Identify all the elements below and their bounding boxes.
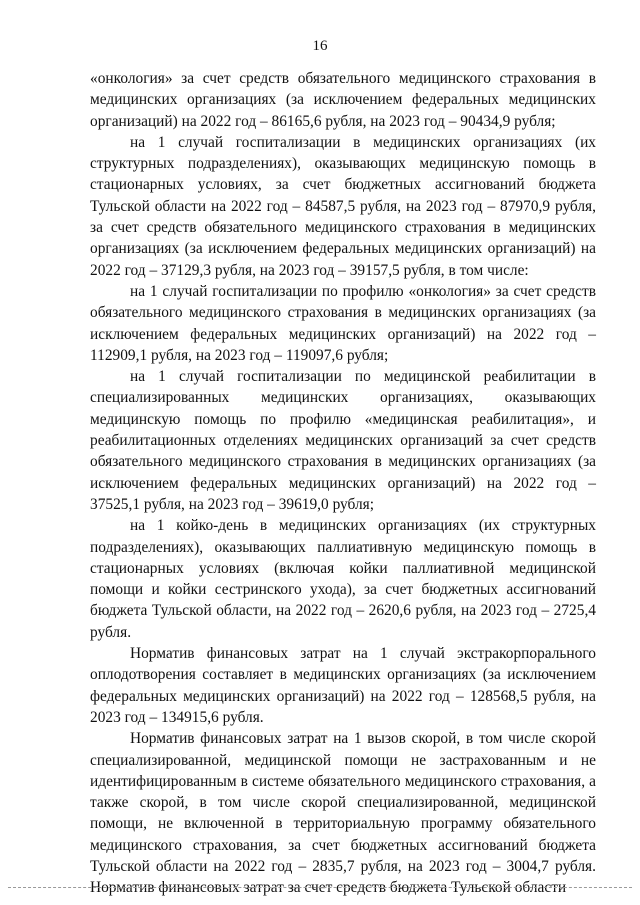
paragraph-hospitalization-oncology: на 1 случай госпитализации по профилю «онкология» за счет средств обязательного медицинского страхования в медицинских организациях (за исключением федеральных медицинских организаций) на 2022 год – 112909,1 рубля, на 2023 год – 119097,6 рубля; <box>90 282 596 364</box>
paragraph-palliative-bed-day: на 1 койко-день в медицинских организациях (их структурных подразделениях), оказывающих паллиативную медицинскую помощь в стационарных условиях (включая койки паллиативной медицинской помощи и койки сестринского ухода), за счет бюджетных ассигнований бюджета Тульской области, на 2022 год – 2620,6 рубля, на 2023 год – 2725,4 рубля. <box>90 517 596 641</box>
document-body <box>90 68 596 899</box>
page-number: 16 <box>312 38 328 54</box>
paragraph-medical-rehabilitation: на 1 случай госпитализации по медицинской реабилитации в специализированных медицинских организациях, оказывающих медицинскую помощь по профилю «медицинская реабилитация», и реабилитационных отделениях медицинских организаций за счет средств обязательного медицинского страхования в медицинских организациях (за исключением федеральных медицинских организаций) на 2022 год – 37525,1 рубля, на 2023 год – 39619,0 рубля; <box>90 368 596 513</box>
paragraph-ivf-standard: Норматив финансовых затрат на 1 случай экстракорпорального оплодотворения составляет в медицинских организациях (за исключением федеральных медицинских организаций) на 2022 год – 128568,5 рубля, на 2023 год – 134915,6 рубля. <box>90 645 596 726</box>
paragraph-ambulance-standard: Норматив финансовых затрат на 1 вызов скорой, в том числе скорой специализированной, медицинской помощи не застрахованным и не идентифицированным в системе обязательного медицинского страхования, а также скорой, в том числе скорой специализированной, медицинской помощи, не включенной в территориальную программу обязательного медицинского страхования, за счет бюджетных ассигнований бюджета Тульской области на 2022 год – 2835,7 рубля, на 2023 год – 3004,7 рубля. Норматив финансовых затрат за счет средств бюджета Тульской области <box>90 730 596 897</box>
paragraph-oncology-continuation: «онкология» за счет средств обязательного медицинского страхования в медицинских организациях (за исключением федеральных медицинских организаций) на 2022 год – 86165,6 рубля, на 2023 год – 90434,9 рубля; <box>90 70 596 130</box>
footer-divider <box>8 887 632 888</box>
paragraph-hospitalization: на 1 случай госпитализации в медицинских организациях (их структурных подразделениях), оказывающих медицинскую помощь в стационарных условиях, за счет бюджетных ассигнований бюджета Тульской области на 2022 год – 84587,5 рубля, на 2023 год – 87970,9 рубля, за счет средств обязательного медицинского страхования в медицинских организациях (за исключением федеральных медицинских организаций) на 2022 год – 37129,3 рубля, на 2023 год – 39157,5 рубля, в том числе: <box>90 133 596 279</box>
